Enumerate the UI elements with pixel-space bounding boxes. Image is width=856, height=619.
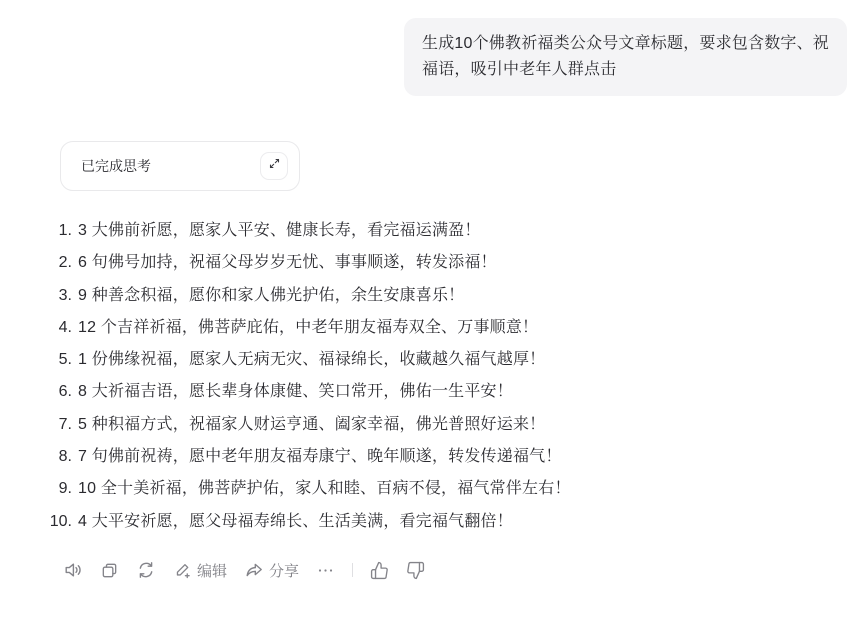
list-item-number: 5. xyxy=(58,351,72,369)
user-message-text: 生成10个佛教祈福类公众号文章标题，要求包含数字、祝福语，吸引中老年人群点击 xyxy=(422,35,829,78)
list-item-text: 6 句佛号加持，祝福父母岁岁无忧、事事顺遂，转发添福！ xyxy=(78,254,497,272)
list-item xyxy=(40,409,571,441)
thumbs-up-icon xyxy=(370,561,389,580)
list-item-text: 8 大祈福吉语，愿长辈身体康健、笑口常开，佛佑一生平安！ xyxy=(78,383,513,401)
list-item xyxy=(40,247,571,279)
list-item xyxy=(40,344,571,376)
share-icon xyxy=(244,560,264,580)
list-item-text: 10 全十美祈福，佛菩萨护佑，家人和睦、百病不侵，福气常伴左右！ xyxy=(78,480,571,498)
share-button-label: 分享 xyxy=(269,562,300,580)
voice-icon xyxy=(63,560,83,580)
list-item-text: 5 种积福方式，祝福家人财运亨通、阖家幸福，佛光普照好运来！ xyxy=(78,415,546,433)
regenerate-icon xyxy=(136,560,156,580)
copy-icon xyxy=(100,561,119,580)
list-item-number: 4. xyxy=(58,318,72,336)
thinking-status-label: 已完成思考 xyxy=(81,158,151,174)
thumbs-up-button[interactable] xyxy=(370,561,389,580)
list-item xyxy=(40,506,571,538)
list-item-number: 1. xyxy=(58,222,72,239)
list-item-number: 10. xyxy=(49,512,72,530)
list-item xyxy=(40,215,571,247)
list-item xyxy=(40,312,571,344)
expand-icon xyxy=(268,157,281,175)
edit-button-label: 编辑 xyxy=(197,562,228,580)
regenerate-button[interactable] xyxy=(136,560,156,580)
list-item-text: 4 大平安祈愿，愿父母福寿绵长、生活美满，看完福气翻倍！ xyxy=(78,512,513,530)
share-button[interactable] xyxy=(244,560,299,581)
list-item xyxy=(40,280,571,312)
user-message-bubble xyxy=(404,18,847,96)
edit-icon xyxy=(173,561,192,580)
expand-thinking-button[interactable] xyxy=(260,152,288,180)
thumbs-down-icon xyxy=(406,561,425,580)
list-item-text: 12 个吉祥祈福，佛菩萨庇佑，中老年朋友福寿双全、万事顺意！ xyxy=(78,318,539,336)
list-item-text: 3 大佛前祈愿，愿家人平安、健康长寿，看完福运满盈！ xyxy=(78,222,481,239)
copy-button[interactable] xyxy=(100,561,119,580)
more-button[interactable] xyxy=(316,561,335,580)
thumbs-down-button[interactable] xyxy=(406,561,425,580)
list-item-number: 3. xyxy=(58,286,72,304)
more-icon xyxy=(316,561,335,580)
assistant-response-list xyxy=(40,215,571,538)
list-item xyxy=(40,376,571,408)
list-item-text: 1 份佛缘祝福，愿家人无病无灾、福禄绵长，收藏越久福气越厚！ xyxy=(78,351,546,369)
list-item-number: 2. xyxy=(58,254,72,272)
list-item-number: 7. xyxy=(58,415,72,433)
list-item-number: 8. xyxy=(58,448,72,466)
thinking-panel[interactable] xyxy=(60,141,300,191)
edit-button[interactable] xyxy=(173,560,227,581)
response-toolbar xyxy=(63,556,425,584)
toolbar-divider xyxy=(352,563,353,577)
list-item-number: 9. xyxy=(58,480,72,498)
voice-button[interactable] xyxy=(63,560,83,580)
list-item xyxy=(40,473,571,505)
list-item-number: 6. xyxy=(58,383,72,401)
list-item xyxy=(40,441,571,473)
list-item-text: 9 种善念积福，愿你和家人佛光护佑，余生安康喜乐！ xyxy=(78,286,465,304)
list-item-text: 7 句佛前祝祷，愿中老年朋友福寿康宁、晚年顺遂，转发传递福气！ xyxy=(78,448,562,466)
